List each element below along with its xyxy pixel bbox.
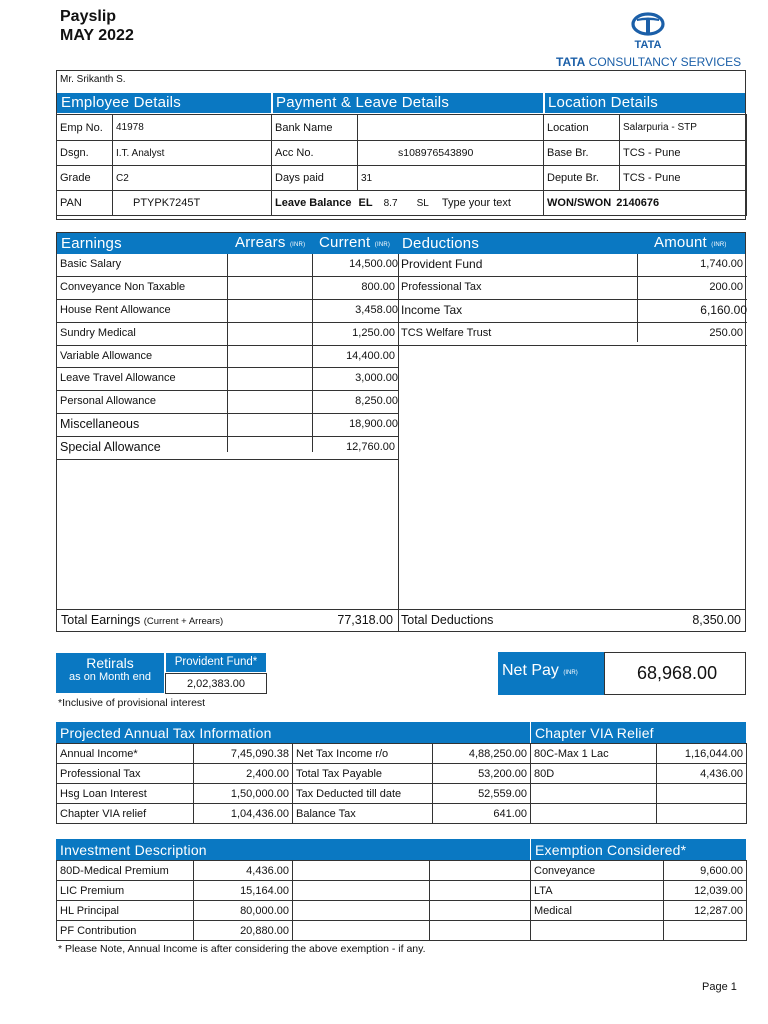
net-pay-label-box: [498, 652, 604, 695]
base-br-label: Base Br.: [544, 141, 620, 166]
total-deductions-label: Total Deductions: [401, 613, 494, 627]
list-item: [398, 300, 747, 323]
acc-no-value: s108976543890: [358, 141, 544, 166]
bank-name-label: Bank Name: [272, 115, 358, 141]
list-item: [57, 437, 398, 460]
provident-fund-value-box: [165, 673, 267, 694]
tax-title: Projected Annual Tax Information: [60, 725, 272, 741]
location-label: Location: [544, 115, 620, 141]
current-label: Current: [319, 234, 371, 251]
tax-cell: [531, 804, 657, 824]
investment-cell: [293, 881, 430, 901]
earning-name: House Rent Allowance: [60, 303, 171, 316]
retirals-title: Retirals: [86, 655, 134, 671]
tax-cell: Tax Deducted till date: [293, 784, 433, 804]
exemption-title: Exemption Considered*: [535, 842, 687, 858]
dsgn-label: Dsgn.: [57, 141, 113, 166]
earning-current: 800.00: [361, 280, 395, 293]
provident-fund-label: Provident Fund*: [174, 656, 258, 668]
investment-cell: LIC Premium: [57, 881, 194, 901]
earning-name: Miscellaneous: [60, 417, 140, 432]
tax-cell: Hsg Loan Interest: [57, 784, 194, 804]
won-value: 2140676: [616, 197, 660, 209]
investment-cell: [430, 861, 531, 881]
tax-cell: 52,559.00: [433, 784, 531, 804]
earning-current: 3,458.00: [355, 303, 398, 316]
list-item: [57, 368, 398, 391]
investment-cell: [531, 921, 664, 941]
brand-name-rest: CONSULTANCY SERVICES: [585, 55, 742, 69]
earning-current: 8,250.00: [355, 395, 398, 408]
earning-name: Personal Allowance: [60, 395, 157, 408]
list-item: [398, 277, 747, 300]
exemption-header: [531, 839, 746, 860]
tax-cell: 4,88,250.00: [433, 744, 531, 764]
leave-balance-label: Leave Balance: [275, 197, 352, 209]
investment-cell: Conveyance: [531, 861, 664, 881]
earning-current: 3,000.00: [355, 372, 398, 385]
investment-cell: PF Contribution: [57, 921, 194, 941]
tax-cell: Balance Tax: [293, 804, 433, 824]
days-paid-value: 31: [358, 166, 544, 191]
amount-label: Amount: [654, 234, 707, 251]
employee-section: [56, 70, 746, 220]
total-earnings-value: 77,318.00: [337, 613, 393, 627]
grade-value: C2: [113, 166, 272, 191]
net-pay-value-box: [604, 652, 746, 695]
tax-cell: [657, 784, 747, 804]
investment-cell: [430, 881, 531, 901]
earning-current: 14,400.00: [346, 349, 395, 362]
list-item: [57, 346, 398, 369]
investment-cell: [293, 921, 430, 941]
emp-no-value: 41978: [113, 115, 272, 141]
earning-current: 1,250.00: [352, 326, 395, 339]
grade-label: Grade: [57, 166, 113, 191]
table-row: [57, 191, 747, 216]
deductions-title: Deductions: [402, 235, 480, 252]
tax-header: [56, 722, 530, 743]
deductions-list: [398, 254, 747, 346]
deduction-name: Professional Tax: [401, 280, 482, 293]
investment-footnote: * Please Note, Annual Income is after considering the above exemption - if any.: [58, 943, 426, 955]
investment-cell: [664, 921, 747, 941]
deduction-amount: 6,160.00: [700, 302, 747, 317]
current-title: [319, 233, 390, 255]
earnings-list: [57, 254, 398, 460]
total-earnings-note: (Current + Arrears): [143, 616, 224, 627]
tax-cell: 2,400.00: [194, 764, 293, 784]
totals-row: [57, 609, 745, 610]
tata-logo-icon: [630, 12, 666, 36]
list-item: [57, 391, 398, 414]
earnings-deductions-section: [56, 232, 746, 632]
amount-unit: (INR): [711, 242, 727, 248]
payment-leave-title: Payment & Leave Details: [276, 94, 450, 111]
pan-value: PTYPK7245T: [113, 191, 272, 216]
investment-cell: 80D-Medical Premium: [57, 861, 194, 881]
provident-fund-label-box: [166, 653, 266, 672]
won-label: WON/SWON: [547, 197, 612, 209]
investment-cell: [293, 861, 430, 881]
investment-cell: 12,287.00: [664, 901, 747, 921]
days-paid-label: Days paid: [272, 166, 358, 191]
provident-fund-value: 2,02,383.00: [186, 678, 246, 690]
tata-mark: TATA: [634, 39, 662, 51]
depute-br-value: TCS - Pune: [620, 166, 747, 191]
tax-cell: Net Tax Income r/o: [293, 744, 433, 764]
via-title: Chapter VIA Relief: [535, 725, 654, 741]
page-number: Page 1: [702, 981, 737, 993]
earning-name: Variable Allowance: [60, 349, 153, 362]
table-row: [57, 764, 747, 784]
table-row: [57, 881, 747, 901]
total-earnings-label: Total Earnings: [61, 613, 141, 627]
tax-cell: 7,45,090.38: [194, 744, 293, 764]
tax-table: [56, 743, 747, 824]
brand-name-strong: TATA: [556, 55, 586, 69]
bank-name-value: [358, 115, 544, 141]
tax-cell: Chapter VIA relief: [57, 804, 194, 824]
investment-cell: 9,600.00: [664, 861, 747, 881]
brand-name: [556, 55, 741, 69]
current-unit: (INR): [374, 242, 391, 248]
tax-cell: [657, 804, 747, 824]
tax-cell: 641.00: [433, 804, 531, 824]
table-row: [57, 744, 747, 764]
total-earnings: [61, 613, 223, 627]
table-row: [57, 901, 747, 921]
net-pay-label: Net Pay: [502, 662, 559, 679]
dsgn-value: I.T. Analyst: [113, 141, 272, 166]
table-row: [57, 784, 747, 804]
earning-name: Conveyance Non Taxable: [60, 280, 186, 293]
employee-table: [56, 114, 747, 216]
depute-br-label: Depute Br.: [544, 166, 620, 191]
won-cell: [544, 191, 747, 216]
earning-current: 18,900.00: [349, 418, 398, 431]
deduction-name: TCS Welfare Trust: [401, 326, 492, 339]
investment-cell: 15,164.00: [194, 881, 293, 901]
investment-header: [56, 839, 530, 860]
investment-cell: 20,880.00: [194, 921, 293, 941]
tax-cell: 4,436.00: [657, 764, 747, 784]
net-pay-label-wrap: [502, 662, 578, 680]
list-item: [57, 323, 398, 346]
deduction-name: Income Tax: [401, 302, 463, 317]
tax-cell: Total Tax Payable: [293, 764, 433, 784]
location-details-header: [545, 93, 745, 113]
sl-label: SL: [416, 198, 429, 209]
deductions-header: [398, 233, 745, 254]
investment-cell: [430, 901, 531, 921]
investment-cell: 12,039.00: [664, 881, 747, 901]
deduction-name: Provident Fund: [401, 257, 483, 271]
employee-name: Mr. Srikanth S.: [60, 74, 126, 85]
via-header: [531, 722, 746, 743]
earning-name: Sundry Medical: [60, 326, 136, 339]
investment-cell: [293, 901, 430, 921]
base-br-value: TCS - Pune: [620, 141, 747, 166]
earning-name: Basic Salary: [60, 258, 122, 270]
location-value: Salarpuria - STP: [620, 115, 747, 141]
earnings-header: [57, 233, 398, 254]
earning-name: Special Allowance: [60, 440, 161, 455]
tax-cell: 1,04,436.00: [194, 804, 293, 824]
tax-cell: 1,16,044.00: [657, 744, 747, 764]
tata-logo: [630, 12, 666, 52]
list-item: [57, 277, 398, 300]
acc-no-label: Acc No.: [272, 141, 358, 166]
tax-cell: 80D: [531, 764, 657, 784]
payslip-title: Payslip: [60, 8, 117, 25]
table-row: [57, 804, 747, 824]
employee-details-title: Employee Details: [61, 94, 181, 111]
retirals-note: *Inclusive of provisional interest: [58, 697, 206, 709]
earning-name: Leave Travel Allowance: [60, 372, 176, 385]
deduction-amount: 200.00: [709, 280, 743, 293]
table-row: [57, 166, 747, 191]
payment-leave-header: [273, 93, 543, 113]
investment-cell: 80,000.00: [194, 901, 293, 921]
list-item: [57, 300, 398, 323]
table-row: [57, 861, 747, 881]
investment-cell: LTA: [531, 881, 664, 901]
list-item: [57, 414, 398, 437]
investment-cell: HL Principal: [57, 901, 194, 921]
net-pay-value: 68,968.00: [637, 663, 718, 683]
tax-cell: 1,50,000.00: [194, 784, 293, 804]
earning-current: 12,760.00: [346, 441, 395, 454]
emp-no-label: Emp No.: [57, 115, 113, 141]
total-deductions-value: 8,350.00: [692, 613, 741, 627]
investment-table: [56, 860, 747, 941]
arrears-title: [235, 233, 305, 255]
amount-title: [654, 233, 727, 255]
investment-cell: Medical: [531, 901, 664, 921]
employee-details-header: [57, 93, 271, 113]
tax-cell: 53,200.00: [433, 764, 531, 784]
pan-label: PAN: [57, 191, 113, 216]
investment-title: Investment Description: [60, 842, 207, 858]
list-item: [398, 323, 747, 346]
investment-cell: [430, 921, 531, 941]
list-item: [57, 254, 398, 277]
leave-balance-cell: [272, 191, 544, 216]
overlay-text: Type your text: [441, 197, 511, 209]
earning-current: 14,500.00: [349, 258, 398, 270]
retirals-box: [56, 653, 164, 693]
tax-cell: [531, 784, 657, 804]
deduction-amount: 250.00: [709, 326, 743, 339]
deduction-amount: 1,740.00: [700, 258, 743, 270]
retirals-subtitle: as on Month end: [69, 671, 151, 683]
investment-cell: 4,436.00: [194, 861, 293, 881]
table-row: [57, 115, 747, 141]
payslip-period: MAY 2022: [60, 27, 134, 44]
arrears-label: Arrears: [235, 234, 286, 251]
el-label: EL: [358, 197, 373, 209]
tax-cell: 80C-Max 1 Lac: [531, 744, 657, 764]
tax-cell: Professional Tax: [57, 764, 194, 784]
table-row: [57, 141, 747, 166]
arrears-unit: (INR): [289, 242, 306, 248]
el-value: 8.7: [383, 198, 398, 209]
location-details-title: Location Details: [548, 94, 658, 111]
table-row: [57, 921, 747, 941]
list-item: [398, 254, 747, 277]
net-pay-unit: (INR): [563, 670, 578, 676]
tax-cell: Annual Income*: [57, 744, 194, 764]
earnings-title: Earnings: [61, 235, 122, 252]
